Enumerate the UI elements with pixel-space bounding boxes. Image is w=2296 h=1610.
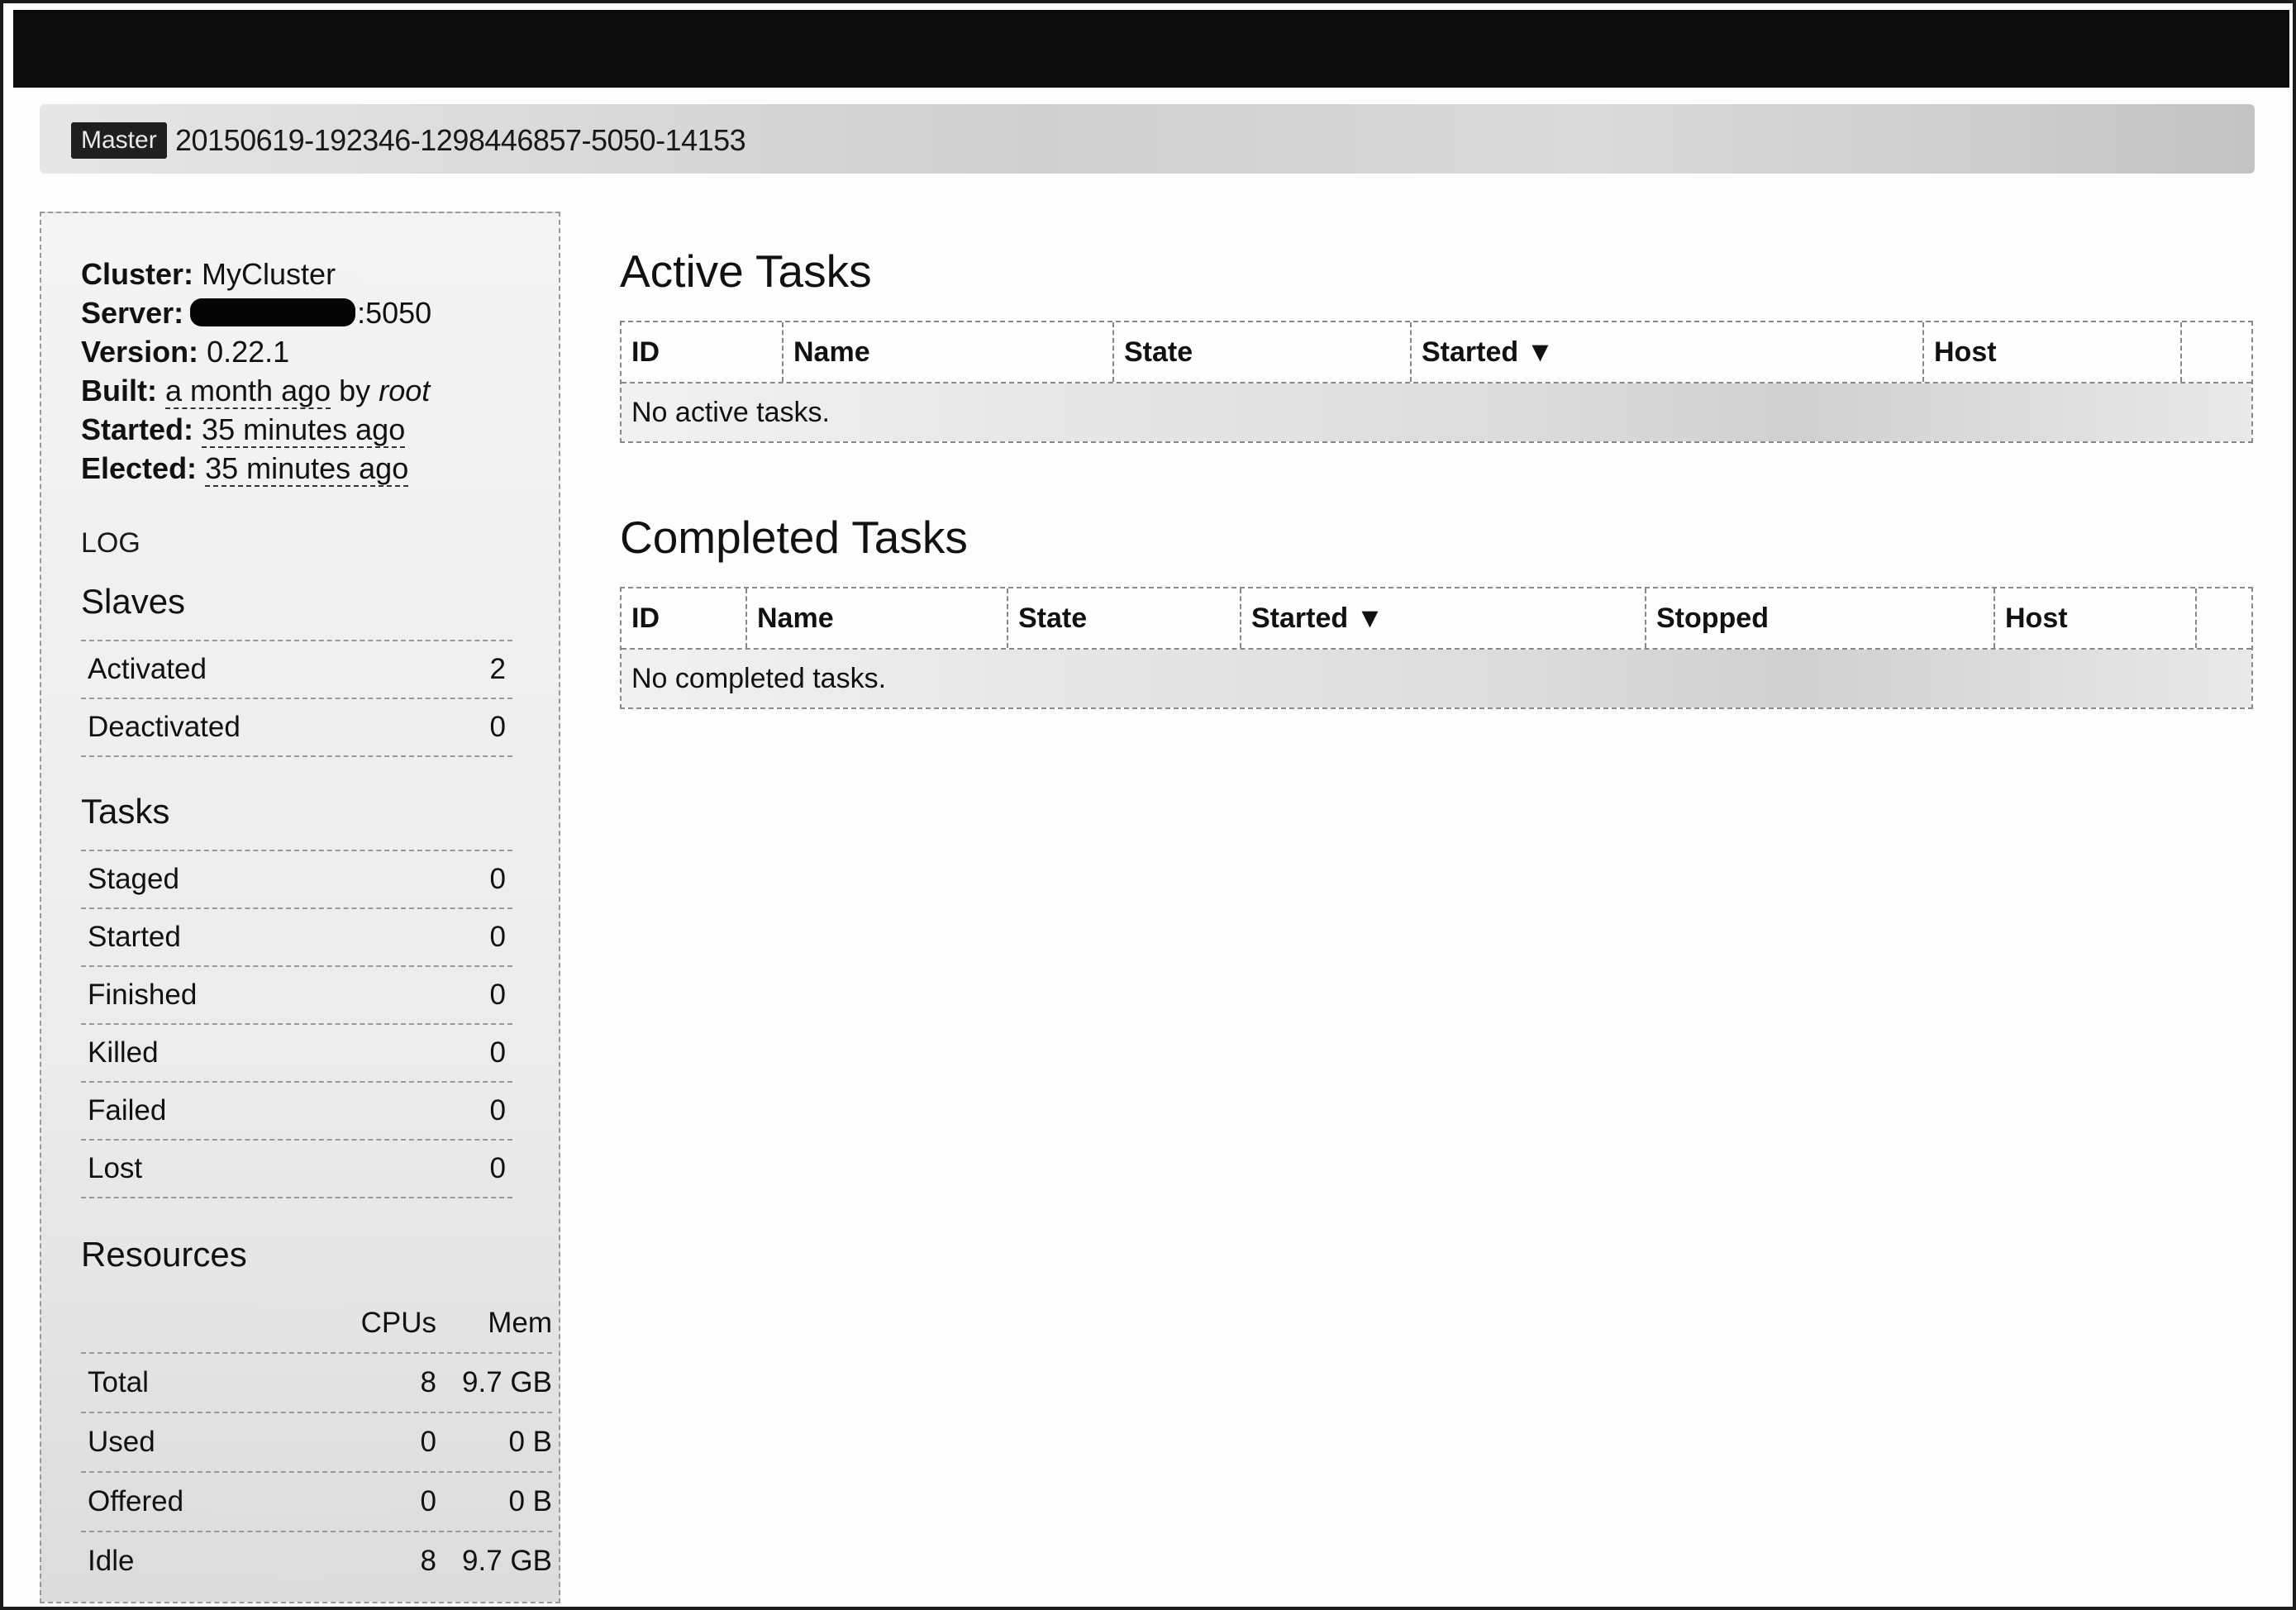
stat-value: 0 — [489, 863, 506, 895]
tasks-row-lost — [81, 1141, 512, 1198]
stat-value: 0 — [489, 979, 506, 1011]
col-started-sorted[interactable]: Started ▼ — [1241, 588, 1646, 648]
cluster-value: MyCluster — [202, 257, 336, 291]
started-label: Started: — [81, 412, 194, 446]
server-label: Server: — [81, 296, 184, 330]
master-banner — [40, 104, 2255, 174]
slaves-table — [81, 640, 512, 757]
built-by-user: root — [379, 374, 431, 407]
resource-label: Used — [88, 1426, 155, 1458]
col-host[interactable]: Host — [1924, 322, 2182, 382]
resources-header-mem: Mem — [488, 1307, 552, 1339]
resource-mem: 9.7 GB — [462, 1545, 552, 1577]
slaves-row-deactivated — [81, 699, 512, 757]
stat-label: Staged — [88, 863, 179, 895]
stat-value: 2 — [489, 653, 506, 685]
resource-cpus: 8 — [420, 1366, 436, 1398]
stat-label: Activated — [88, 653, 207, 685]
stat-label: Killed — [88, 1036, 159, 1069]
resource-mem: 9.7 GB — [462, 1366, 552, 1398]
resources-header-row — [81, 1294, 552, 1352]
sidebar — [40, 212, 560, 1603]
resource-label: Offered — [88, 1485, 184, 1517]
redacted-host-block — [190, 298, 355, 326]
col-state[interactable]: State — [1114, 322, 1412, 382]
tasks-row-finished — [81, 967, 512, 1025]
tasks-row-failed — [81, 1083, 512, 1141]
master-badge: Master — [71, 122, 167, 159]
col-started-sorted[interactable]: Started ▼ — [1412, 322, 1924, 382]
server-port: :5050 — [357, 296, 432, 330]
elected-value[interactable]: 35 minutes ago — [205, 451, 409, 485]
cluster-label: Cluster: — [81, 257, 194, 291]
resources-header-cpus: CPUs — [360, 1307, 436, 1339]
resource-cpus: 0 — [420, 1426, 436, 1458]
slaves-title: Slaves — [81, 582, 186, 621]
completed-tasks-header — [622, 588, 2251, 650]
master-id: 20150619-192346-1298446857-5050-14153 — [175, 123, 746, 157]
resources-row-total — [81, 1352, 552, 1412]
active-tasks-title: Active Tasks — [620, 245, 872, 297]
stat-label: Finished — [88, 979, 198, 1011]
built-by-word: by — [339, 374, 371, 407]
col-state[interactable]: State — [1008, 588, 1241, 648]
resources-title: Resources — [81, 1235, 247, 1274]
col-host[interactable]: Host — [1995, 588, 2197, 648]
col-stopped[interactable]: Stopped — [1646, 588, 1995, 648]
completed-tasks-table — [620, 587, 2253, 709]
stat-label: Failed — [88, 1094, 167, 1127]
built-label: Built: — [81, 374, 157, 407]
tasks-row-staged — [81, 851, 512, 909]
active-tasks-header — [622, 322, 2251, 383]
version-label: Version: — [81, 335, 199, 369]
stat-value: 0 — [489, 1152, 506, 1184]
log-link[interactable]: LOG — [81, 527, 141, 559]
tasks-row-started — [81, 909, 512, 967]
col-name[interactable]: Name — [747, 588, 1008, 648]
col-actions — [2197, 588, 2251, 648]
resource-cpus: 8 — [420, 1545, 436, 1577]
built-when[interactable]: a month ago — [164, 374, 331, 407]
active-tasks-empty-message: No active tasks. — [622, 383, 2251, 441]
resource-mem: 0 B — [508, 1426, 552, 1458]
resource-cpus: 0 — [420, 1485, 436, 1517]
resources-row-offered — [81, 1471, 552, 1531]
stat-label: Started — [88, 921, 181, 953]
slaves-row-activated — [81, 641, 512, 699]
tasks-row-killed — [81, 1025, 512, 1083]
resource-label: Idle — [88, 1545, 135, 1577]
stat-label: Deactivated — [88, 711, 241, 743]
started-value[interactable]: 35 minutes ago — [202, 412, 406, 446]
col-id[interactable]: ID — [622, 322, 784, 382]
completed-tasks-title: Completed Tasks — [620, 512, 968, 563]
active-tasks-table — [620, 321, 2253, 443]
col-name[interactable]: Name — [784, 322, 1114, 382]
version-value: 0.22.1 — [207, 335, 290, 369]
resources-row-idle — [81, 1531, 552, 1590]
stat-value: 0 — [489, 1094, 506, 1127]
resource-mem: 0 B — [508, 1485, 552, 1517]
col-actions — [2182, 322, 2251, 382]
cluster-info — [81, 255, 431, 488]
stat-value: 0 — [489, 921, 506, 953]
stat-label: Lost — [88, 1152, 143, 1184]
elected-label: Elected: — [81, 451, 198, 485]
resources-row-used — [81, 1412, 552, 1471]
resource-label: Total — [88, 1366, 149, 1398]
resources-table — [81, 1294, 552, 1590]
top-navbar — [13, 10, 2289, 88]
stat-value: 0 — [489, 1036, 506, 1069]
col-id[interactable]: ID — [622, 588, 747, 648]
completed-tasks-empty-message: No completed tasks. — [622, 650, 2251, 707]
tasks-title: Tasks — [81, 792, 170, 831]
stat-value: 0 — [489, 711, 506, 743]
tasks-table — [81, 850, 512, 1198]
